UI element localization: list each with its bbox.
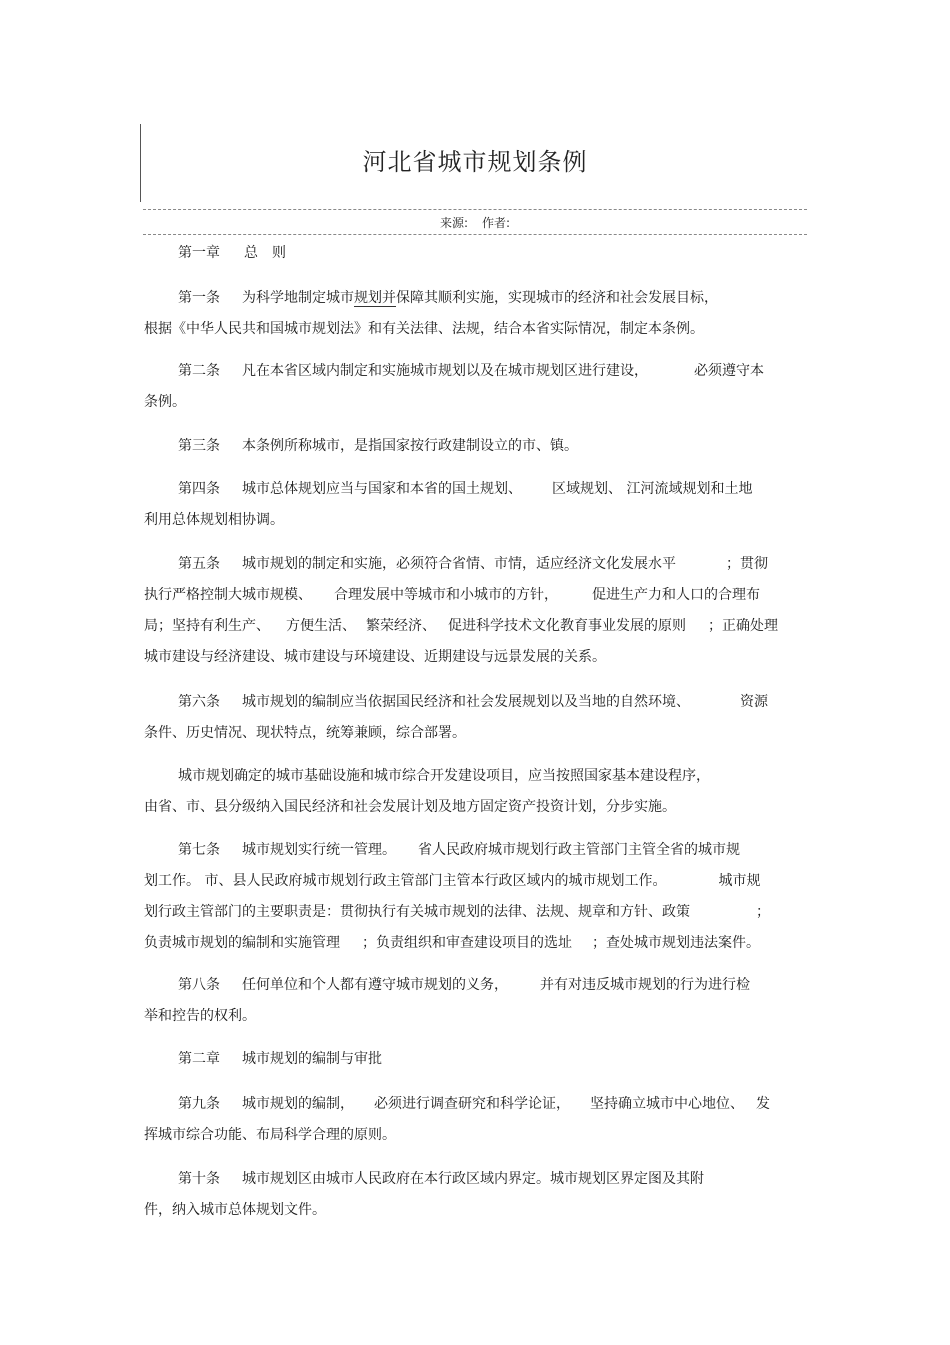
text-run: 第八条 xyxy=(178,977,220,993)
text-run: 必须遵守本 xyxy=(694,363,764,379)
text-run: 城市规 xyxy=(718,873,761,889)
text-run: 坚持确立城市中心地位、 xyxy=(590,1096,744,1112)
text-run: 任何单位和个人都有遵守城市规划的义务， xyxy=(242,977,508,993)
text-run: 第二条 xyxy=(178,363,220,379)
text-run: 必须进行调查研究和科学论证， xyxy=(374,1096,570,1112)
text-run: ； xyxy=(756,904,770,920)
page-title: 河北省城市规划条例 xyxy=(362,148,588,176)
text-run: 资源 xyxy=(740,694,768,710)
text-run: ；贯彻 xyxy=(726,556,768,572)
text-run: 保障其顺利实施，实现城市的经济和社会发展目标， xyxy=(396,290,718,306)
text-line xyxy=(144,431,808,462)
text-run: 促进科学技术文化教育事业发展的原则 xyxy=(448,618,686,634)
text-run: 规划并 xyxy=(354,290,396,306)
text-line: 根据《中华人民共和国城市规划法》和有关法律、法规，结合本省实际情况，制定本条例。 xyxy=(144,321,704,337)
text-line xyxy=(144,356,808,387)
chapter-heading-1 xyxy=(144,238,808,269)
text-line xyxy=(144,238,808,269)
text-line: 件，纳入城市总体规划文件。 xyxy=(144,1202,326,1218)
text-line xyxy=(144,1164,808,1195)
text-line: 利用总体规划相协调。 xyxy=(144,512,284,528)
text-run: 第一条 xyxy=(178,290,220,306)
text-run: 合理发展中等城市和小城市的方针， xyxy=(334,587,558,603)
text-run: 第九条 xyxy=(178,1096,220,1112)
text-line xyxy=(144,580,808,611)
article-8 xyxy=(144,970,808,1032)
text-run: 城市规划的编制， xyxy=(242,1096,354,1112)
article-10 xyxy=(144,1164,808,1226)
text-run: 第四条 xyxy=(178,481,220,497)
article-6-paragraph-2 xyxy=(144,761,808,823)
article-2 xyxy=(144,356,808,418)
text-run: 省人民政府城市规划行政主管部门主管全省的城市规 xyxy=(418,842,740,858)
text-run: 并有对违反城市规划的行为进行检 xyxy=(540,977,750,993)
article-4 xyxy=(144,474,808,536)
text-run: ；查处城市规划违法案件。 xyxy=(592,935,760,951)
text-run: 城市总体规划应当与国家和本省的国土规划、 xyxy=(242,481,522,497)
source-author-line xyxy=(0,214,950,231)
text-line xyxy=(144,1044,808,1075)
text-run: 第三条 xyxy=(178,438,220,454)
article-6 xyxy=(144,687,808,749)
divider-bottom xyxy=(143,234,807,235)
text-run: 第七条 xyxy=(178,842,220,858)
text-line: 条件、历史情况、现状特点，统筹兼顾，综合部署。 xyxy=(144,725,466,741)
text-run: 划行政主管部门的主要职责是：贯彻执行有关城市规划的法律、法规、规章和方针、政策 xyxy=(144,904,690,920)
text-line xyxy=(144,866,808,897)
text-run: 促进生产力和人口的合理布 xyxy=(592,587,760,603)
text-line: 挥城市综合功能、布局科学合理的原则。 xyxy=(144,1127,396,1143)
text-line: 城市建设与经济建设、城市建设与环境建设、近期建设与远景发展的关系。 xyxy=(144,649,606,665)
text-run: 第五条 xyxy=(178,556,220,572)
text-line xyxy=(144,897,808,928)
text-line: 条例。 xyxy=(144,394,186,410)
article-1 xyxy=(144,283,808,345)
text-line xyxy=(144,1089,808,1120)
text-line xyxy=(144,687,808,718)
text-line xyxy=(144,474,808,505)
text-run: ；负责组织和审查建设项目的选址 xyxy=(362,935,572,951)
text-run: 执行严格控制大城市规模、 xyxy=(144,587,312,603)
text-line xyxy=(144,549,808,580)
text-run: 城市规划的编制与审批 xyxy=(242,1051,382,1067)
text-run: 第二章 xyxy=(178,1051,220,1067)
text-run: 第十条 xyxy=(178,1171,220,1187)
text-run: 凡在本省区域内制定和实施城市规划以及在城市规划区进行建设， xyxy=(242,363,648,379)
divider-top xyxy=(143,209,807,210)
article-9 xyxy=(144,1089,808,1151)
text-line xyxy=(144,970,808,1001)
text-run: 局；坚持有利生产、 xyxy=(144,618,270,634)
source-label: 来源: xyxy=(439,216,468,230)
article-3 xyxy=(144,431,808,462)
text-run: 城市规划区由城市人民政府在本行政区域内界定。城市规划区界定图及其附 xyxy=(242,1171,704,1187)
text-run: 划工作。 市、县人民政府城市规划行政主管部门主管本行政区域内的城市规划工作。 xyxy=(144,873,667,889)
author-label: 作者: xyxy=(482,216,511,230)
text-line xyxy=(144,283,808,314)
text-run: 第一章 xyxy=(178,245,220,261)
text-run: 城市规划的制定和实施，必须符合省情、市情，适应经济文化发展水平 xyxy=(242,556,676,572)
text-run: 城市规划的编制应当依据国民经济和社会发展规划以及当地的自然环境、 xyxy=(242,694,690,710)
text-line xyxy=(144,611,808,642)
text-run: ；正确处理 xyxy=(708,618,778,634)
text-run: 区域规划、 江河流域规划和土地 xyxy=(552,481,753,497)
text-run: 繁荣经济、 xyxy=(366,618,436,634)
text-run: 发 xyxy=(756,1096,770,1112)
text-run: 为科学地制定城市 xyxy=(242,290,354,306)
text-line xyxy=(144,928,808,959)
text-run: 城市规划实行统一管理。 xyxy=(242,842,396,858)
text-line: 举和控告的权利。 xyxy=(144,1008,256,1024)
article-7 xyxy=(144,835,808,959)
text-run: 第六条 xyxy=(178,694,220,710)
text-line xyxy=(144,835,808,866)
chapter-heading-2 xyxy=(144,1044,808,1075)
text-run: 本条例所称城市，是指国家按行政建制设立的市、镇。 xyxy=(242,438,578,454)
text-run: 方便生活、 xyxy=(286,618,356,634)
text-run: 负责城市规划的编制和实施管理 xyxy=(144,935,340,951)
text-line: 由省、市、县分级纳入国民经济和社会发展计划及地方固定资产投资计划，分步实施。 xyxy=(144,799,676,815)
text-line: 城市规划确定的城市基础设施和城市综合开发建设项目，应当按照国家基本建设程序， xyxy=(178,768,710,784)
text-run: 总 则 xyxy=(244,245,286,261)
article-5 xyxy=(144,549,808,673)
